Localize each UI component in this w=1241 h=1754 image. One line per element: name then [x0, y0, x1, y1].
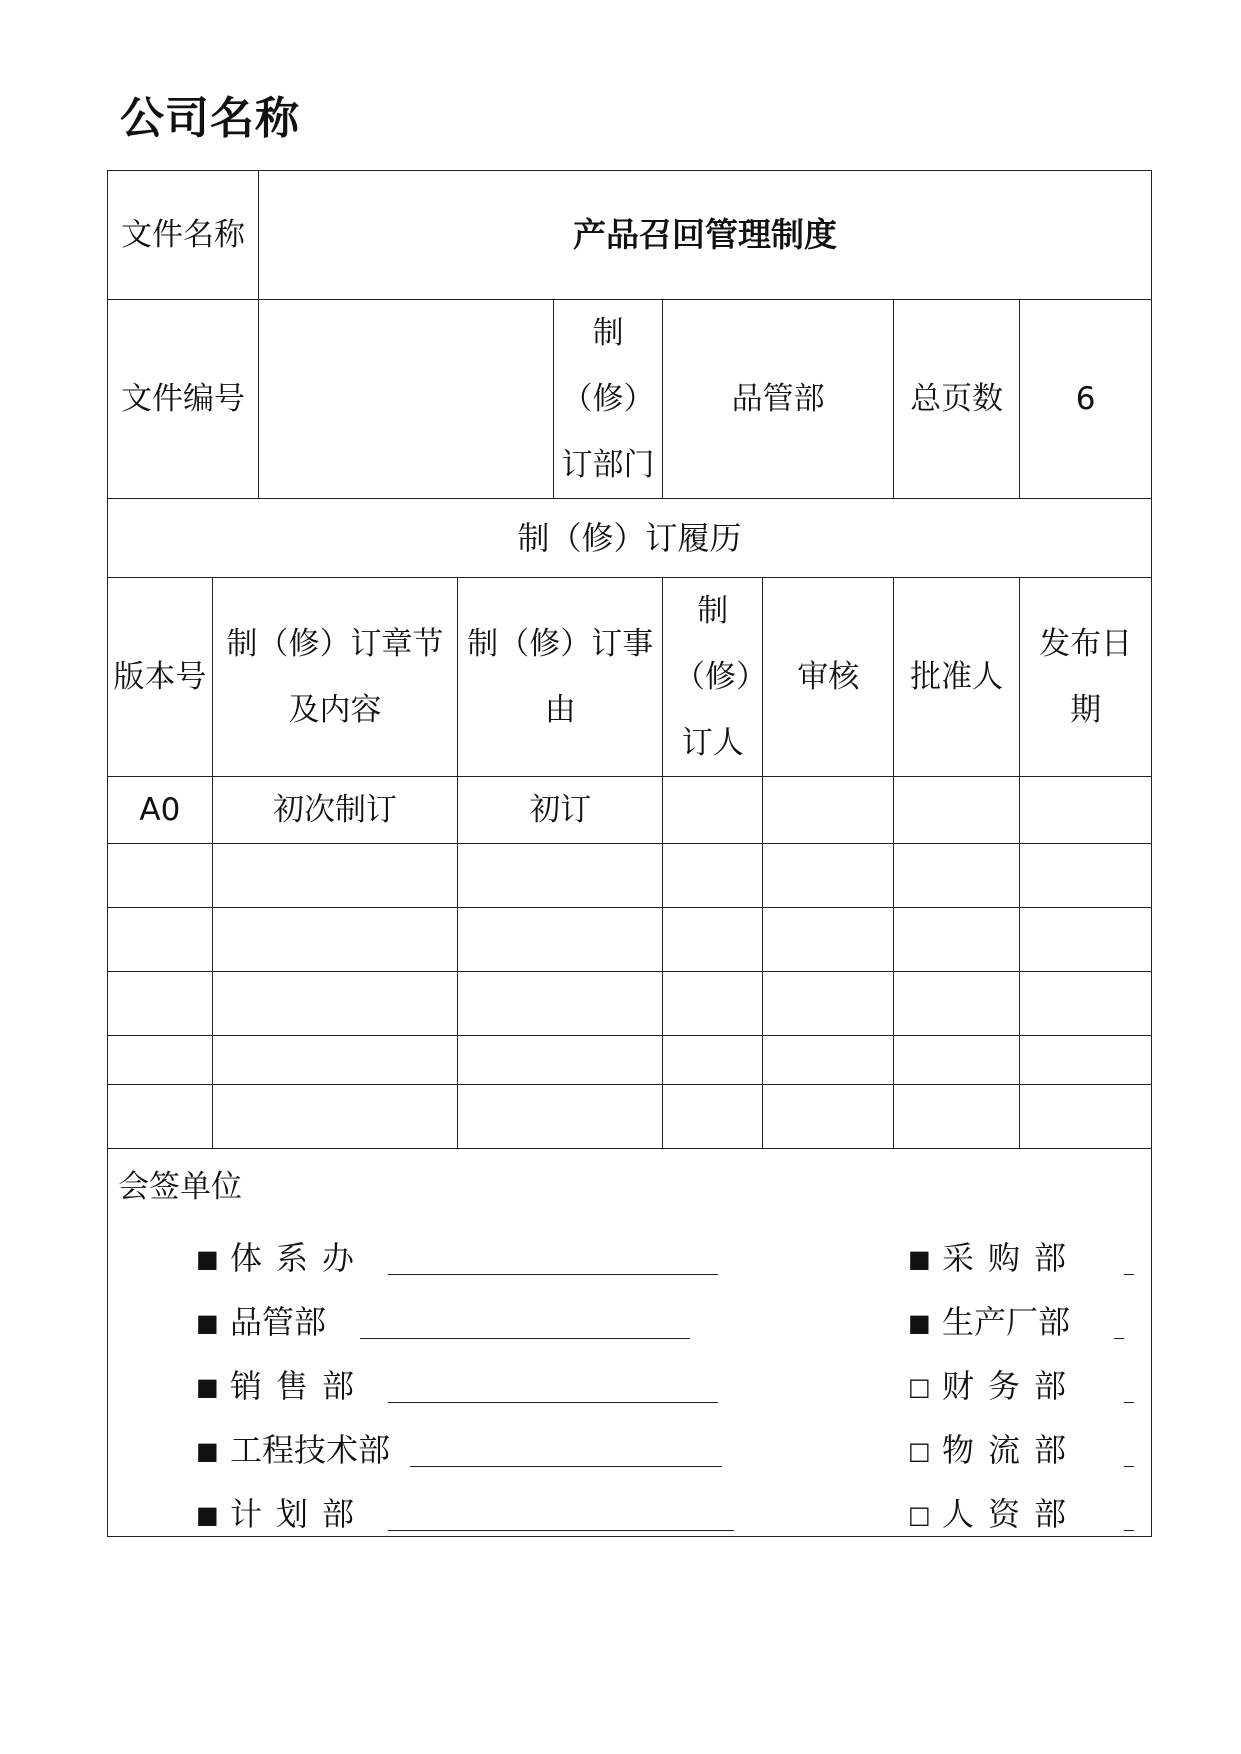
cell-date[interactable] — [1020, 908, 1152, 972]
col-reason: 制（修）订事由 — [458, 578, 663, 777]
cell-author[interactable] — [663, 844, 763, 908]
cell-date[interactable] — [1020, 777, 1152, 844]
sign-item-right — [908, 1357, 1080, 1407]
checkbox-icon[interactable]: ■ — [196, 1501, 219, 1529]
company-name: 公司名称 — [120, 93, 300, 144]
sign-dept-label: 工程技术部 — [230, 1431, 391, 1469]
cell-date[interactable] — [1020, 972, 1152, 1036]
signature-line[interactable] — [1124, 1529, 1134, 1531]
cell-reason[interactable] — [458, 972, 663, 1036]
checkbox-icon[interactable]: ■ — [908, 1309, 931, 1337]
cell-review[interactable] — [763, 777, 894, 844]
sign-item-left — [196, 1421, 722, 1471]
sign-item-right — [908, 1421, 1080, 1471]
cell-approver[interactable] — [894, 844, 1020, 908]
checkbox-icon[interactable]: ■ — [196, 1245, 219, 1273]
signature-line[interactable] — [410, 1465, 722, 1467]
cell-version[interactable] — [108, 1085, 213, 1149]
sign-dept-label: 销售部 — [230, 1367, 369, 1405]
cell-version[interactable] — [108, 844, 213, 908]
cell-approver[interactable] — [894, 972, 1020, 1036]
cell-author[interactable] — [663, 972, 763, 1036]
cell-review[interactable] — [763, 908, 894, 972]
cell-content[interactable]: 初次制订 — [212, 777, 458, 844]
table-row — [108, 1036, 1152, 1085]
doc-name-row — [108, 171, 1152, 300]
table-row — [108, 1085, 1152, 1149]
cell-content[interactable] — [212, 1036, 458, 1085]
countersign-section — [108, 1149, 1152, 1537]
signature-line[interactable] — [388, 1401, 718, 1403]
sign-item-right — [908, 1229, 1080, 1279]
cell-approver[interactable] — [894, 777, 1020, 844]
checkbox-icon[interactable]: ■ — [196, 1309, 219, 1337]
cell-review[interactable] — [763, 844, 894, 908]
sign-dept-label: 物流部 — [942, 1431, 1081, 1469]
col-author: 制（修）订人 — [663, 578, 763, 777]
sign-dept-label: 体系办 — [230, 1239, 369, 1277]
pages-label: 总页数 — [894, 300, 1020, 499]
checkbox-icon[interactable]: ■ — [196, 1373, 219, 1401]
cell-author[interactable] — [663, 1085, 763, 1149]
cell-reason[interactable] — [458, 908, 663, 972]
doc-name-label: 文件名称 — [108, 171, 259, 300]
cell-version[interactable] — [108, 1036, 213, 1085]
sign-dept-label: 计划部 — [230, 1495, 369, 1533]
sign-item-left — [196, 1293, 690, 1343]
history-header-row — [108, 578, 1152, 777]
signature-line[interactable] — [360, 1337, 690, 1339]
cell-review[interactable] — [763, 972, 894, 1036]
signature-line[interactable] — [388, 1273, 718, 1275]
sign-dept-label: 人资部 — [942, 1495, 1081, 1533]
cell-version[interactable] — [108, 908, 213, 972]
doc-no-value[interactable] — [258, 300, 553, 499]
sign-item-left — [196, 1357, 718, 1407]
sign-dept-label: 品管部 — [230, 1303, 327, 1341]
cell-reason[interactable] — [458, 1036, 663, 1085]
cell-content[interactable] — [212, 844, 458, 908]
sign-item-left — [196, 1485, 734, 1535]
checkbox-icon[interactable]: ■ — [196, 1437, 219, 1465]
table-row — [108, 908, 1152, 972]
signature-line[interactable] — [1124, 1273, 1134, 1275]
dept-value: 品管部 — [663, 300, 894, 499]
signature-line[interactable] — [1124, 1465, 1134, 1467]
cell-version[interactable]: A0 — [108, 777, 213, 844]
cell-approver[interactable] — [894, 908, 1020, 972]
sign-item-right — [908, 1293, 1070, 1343]
sign-item-right — [908, 1485, 1080, 1535]
checkbox-icon[interactable]: □ — [908, 1501, 931, 1529]
col-content: 制（修）订章节及内容 — [212, 578, 458, 777]
checkbox-icon[interactable]: □ — [908, 1373, 931, 1401]
history-title-row — [108, 499, 1152, 578]
sign-item-left — [196, 1229, 718, 1279]
cell-version[interactable] — [108, 972, 213, 1036]
cell-approver[interactable] — [894, 1085, 1020, 1149]
history-title: 制（修）订履历 — [108, 499, 1152, 578]
sign-dept-label: 生产厂部 — [942, 1303, 1071, 1341]
cell-author[interactable] — [663, 908, 763, 972]
cell-reason[interactable] — [458, 1085, 663, 1149]
table-row — [108, 777, 1152, 844]
col-date: 发布日期 — [1020, 578, 1152, 777]
cell-reason[interactable]: 初订 — [458, 777, 663, 844]
table-row — [108, 844, 1152, 908]
col-version: 版本号 — [108, 578, 213, 777]
cell-review[interactable] — [763, 1085, 894, 1149]
cell-date[interactable] — [1020, 844, 1152, 908]
cell-content[interactable] — [212, 1085, 458, 1149]
cell-reason[interactable] — [458, 844, 663, 908]
dept-label: 制（修）订部门 — [553, 300, 662, 499]
signature-line[interactable] — [1124, 1401, 1134, 1403]
doc-info-row — [108, 300, 1152, 499]
countersign-title: 会签单位 — [118, 1169, 242, 1205]
cell-content[interactable] — [212, 908, 458, 972]
signature-line[interactable] — [1114, 1337, 1124, 1339]
col-review: 审核 — [763, 578, 894, 777]
cell-date[interactable] — [1020, 1036, 1152, 1085]
checkbox-icon[interactable]: □ — [908, 1437, 931, 1465]
sign-dept-label: 采购部 — [942, 1239, 1081, 1277]
table-row — [108, 972, 1152, 1036]
cell-author[interactable] — [663, 1036, 763, 1085]
countersign-row — [108, 1149, 1152, 1537]
pages-value: 6 — [1020, 300, 1152, 499]
cell-approver[interactable] — [894, 1036, 1020, 1085]
document-control-table — [107, 170, 1152, 1537]
signature-line[interactable] — [388, 1529, 734, 1531]
cell-content[interactable] — [212, 972, 458, 1036]
cell-date[interactable] — [1020, 1085, 1152, 1149]
col-approver: 批准人 — [894, 578, 1020, 777]
cell-review[interactable] — [763, 1036, 894, 1085]
cell-author[interactable] — [663, 777, 763, 844]
sign-dept-label: 财务部 — [942, 1367, 1081, 1405]
doc-no-label: 文件编号 — [108, 300, 259, 499]
checkbox-icon[interactable]: ■ — [908, 1245, 931, 1273]
doc-name-value: 产品召回管理制度 — [258, 171, 1151, 300]
